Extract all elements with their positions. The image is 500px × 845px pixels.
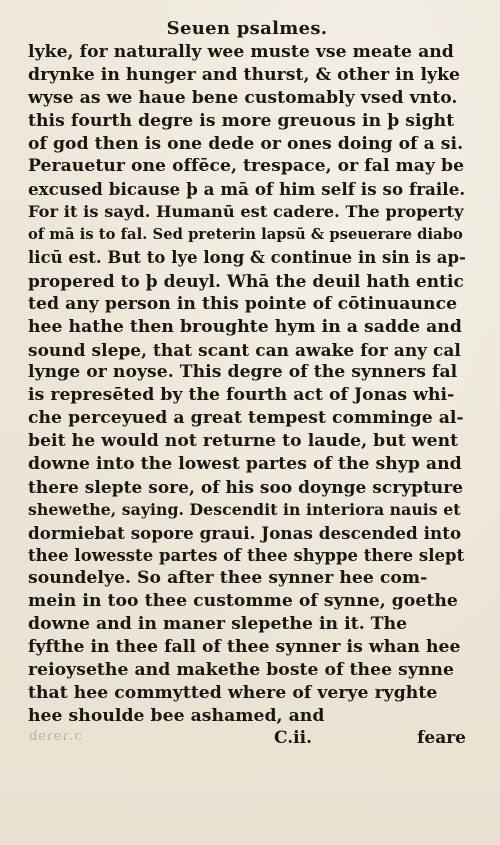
text-line: of god then is one dede or ones doing of a si. [28,133,464,154]
text-line: thee lowesste partes of thee shyppe there slept [28,545,465,565]
text-line: Perauetur one offēce, trespace, or fal may be [28,156,465,177]
text-line: sound slepe, that scant can awake for any cal [28,339,461,360]
text-line: mein in too thee customme of synne, goethe [28,591,458,612]
show-through-text: ɔ.ɿɘɿɘb [28,729,82,744]
signature-mark: C.ii. [274,728,312,748]
text-line: there slepte sore, of his soo doynge scrypture [28,476,464,497]
text-line: hee shoulde bee ashamed, and [28,705,325,726]
text-line: this fourth degre is more greuous in þ sight [28,110,455,131]
text-line: downe into the lowest partes of the shyp and [28,454,462,475]
text-line: che perceyued a great tempest comminge al- [28,408,464,429]
text-line: lynge or noyse. This degre of the synners fal [28,362,458,383]
text-line: shewethe, saying. Descendit in interiora nauis et [28,499,461,519]
text-line: drynke in hunger and thurst, & other in lyke [28,64,461,85]
text-line: dormiebat sopore graui. Jonas descended into [28,522,462,543]
text-line: of mā is to fal. Sed preterin lapsū & pseuerare diabo [28,226,463,244]
text-line: ted any person in this pointe of cōtinuaunce [28,293,458,314]
text-line: downe and in maner slepethe in it. The [28,614,408,635]
text-line: wyse as we haue bene customably vsed vnto. [28,87,458,108]
running-head: Seuen psalmes. [166,18,328,39]
text-line: propered to þ deuyl. Whā the deuil hath entic [28,270,464,291]
text-line: reioysethe and makethe boste of thee synne [28,660,454,681]
page-footer [28,728,466,752]
text-line: lyke, for naturally wee muste vse meate and [28,42,454,62]
text-line: excused bicause þ a mā of him self is so fraile. [28,179,466,200]
text-line: that hee commytted where of verye ryghte [28,682,438,703]
text-line: fyfthe in thee fall of thee synner is whan hee [28,637,461,658]
text-line: hee hathe then broughte hym in a sadde and [28,316,462,337]
text-line: licū est. But to lye long & continue in sin is ap- [28,248,466,268]
body-text [28,41,466,728]
text-line: soundelye. So after thee synner hee com- [28,568,428,589]
text-line: is represēted by the fourth act of Jonas whi- [28,385,455,406]
text-line: For it is sayd. Humanū est cadere. The property [28,202,464,222]
text-line: beit he would not returne to laude, but went [28,431,459,452]
catchword: feare [417,728,466,748]
